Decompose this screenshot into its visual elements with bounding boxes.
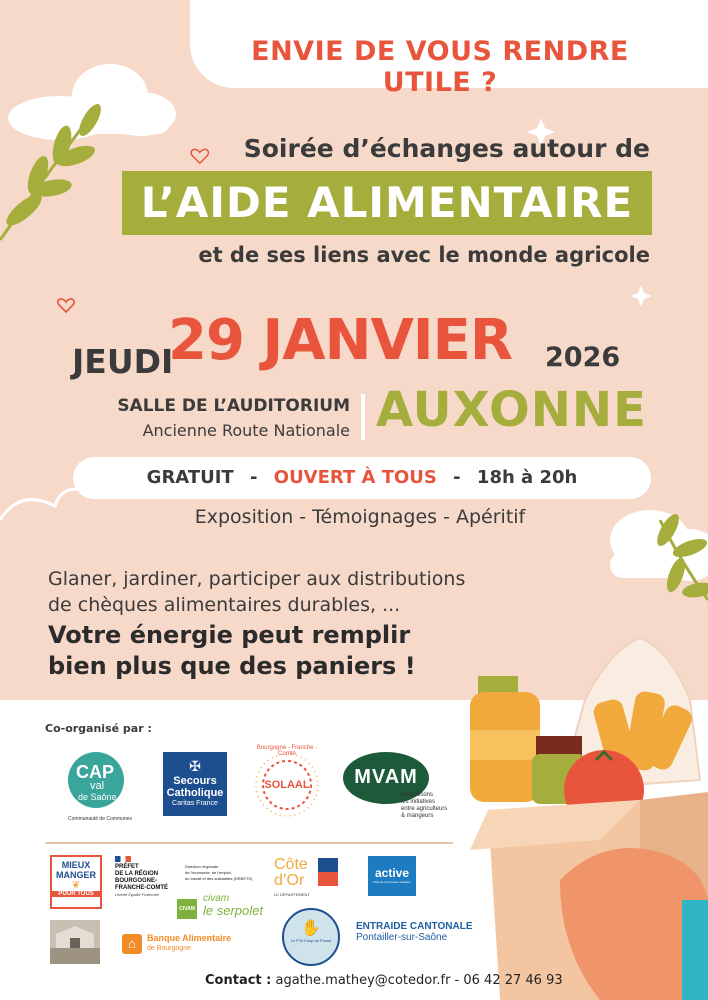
event-day: JEUDI — [72, 342, 174, 381]
dreets-line: Direction régionale — [185, 864, 219, 869]
prefet-line: DE LA RÉGION — [115, 871, 159, 877]
dreets-logo — [185, 864, 257, 882]
info-bar-text — [73, 457, 651, 499]
entraide-cantonale-logo — [356, 921, 486, 943]
prefet-motto: Liberté Égalité Fraternité — [115, 892, 159, 897]
mvam-line: mutualisons — [401, 792, 434, 798]
entraide-line2: Pontailler-sur-Saône — [356, 932, 448, 943]
cotedor-caption: LE DÉPARTEMENT — [274, 892, 310, 897]
mvam-name: MVAM — [354, 766, 418, 788]
separator: - — [453, 467, 461, 488]
price-label: GRATUIT — [146, 467, 234, 488]
capval-c: de Saône — [78, 792, 117, 802]
wheat-icon: ❦ — [71, 880, 81, 891]
active-logo — [368, 856, 416, 896]
active-caption: Pôle de l'économie solidaire — [373, 880, 411, 884]
solaal-ring-text: Bourgogne - Franche - Comté — [256, 745, 318, 757]
body-line: Glaner, jardiner, participer aux distributions — [48, 568, 466, 590]
venue-divider — [361, 394, 365, 440]
mieux-line1: MIEUX — [61, 860, 91, 870]
solaal-name: SOLAAL — [264, 779, 310, 791]
mvam-line: & mangeurs — [401, 813, 434, 819]
coorganizers-label: Co-organisé par : — [45, 722, 152, 735]
event-features: Exposition - Témoignages - Apéritif — [194, 506, 526, 528]
capval-logo — [62, 748, 134, 826]
solaal-logo — [248, 745, 326, 823]
prefet-line: BOURGOGNE- — [115, 878, 157, 884]
dreets-line: de l'économie, de l'emploi, — [185, 870, 232, 875]
mieux-manger-logo — [50, 855, 102, 909]
mvam-line: entre agriculteurs — [401, 806, 448, 812]
banque-line2: de Bourgogne — [147, 945, 191, 952]
separator: - — [250, 467, 258, 488]
mvam-tagline — [401, 792, 447, 820]
prefet-line: FRANCHE-COMTÉ — [115, 885, 168, 891]
pottit-name: Le P'tit Coup de Pouce — [290, 938, 332, 943]
building-icon — [50, 920, 100, 964]
civam-badge: CIVAM — [177, 899, 197, 919]
venue-address: Ancienne Route Nationale — [142, 421, 350, 440]
capval-caption: Communauté de Communes — [68, 816, 132, 822]
cotedor-line1: Côte — [274, 856, 308, 873]
grocery-box-illustration — [470, 638, 708, 1000]
event-city: AUXONNE — [376, 382, 647, 438]
secours-line3: Caritas France — [172, 800, 218, 807]
body-text — [48, 566, 568, 618]
event-date: 29 JANVIER — [168, 308, 513, 373]
body-line: de chèques alimentaires durables, ... — [48, 594, 401, 616]
emphasis-line: bien plus que des paniers ! — [48, 652, 416, 680]
contact-value[interactable]: agathe.mathey@cotedor.fr - 06 42 27 46 93 — [275, 973, 563, 988]
active-name: active — [374, 866, 410, 880]
event-subtitle-bottom: et de ses liens avec le monde agricole — [198, 243, 650, 267]
capval-a: CAP — [76, 762, 115, 782]
event-year: 2026 — [545, 342, 621, 373]
prefet-logo — [115, 856, 177, 906]
banque-line1: Banque Alimentaire — [147, 933, 232, 943]
prefet-line: PRÉFET — [115, 864, 139, 870]
secours-catholique-logo — [163, 752, 227, 816]
cotedor-shield-icon — [318, 858, 338, 886]
contact-line — [205, 973, 563, 988]
capval-b: val — [90, 780, 105, 792]
entraide-line1: ENTRAIDE CANTONALE — [356, 921, 473, 932]
event-subtitle-top: Soirée d’échanges autour de — [243, 134, 650, 163]
mvam-logo — [343, 752, 463, 822]
venue-name: SALLE DE L’AUDITORIUM — [117, 396, 350, 416]
mieux-line3: POUR TOUS — [52, 891, 100, 897]
emphasis-line: Votre énergie peut remplir — [48, 621, 411, 649]
flag-icon — [115, 856, 131, 862]
dreets-line: du travail et des solidarités (DREETS) — [185, 876, 253, 881]
event-title: L’AIDE ALIMENTAIRE — [140, 178, 634, 227]
secours-line2: Catholique — [166, 787, 224, 799]
civam-logo — [177, 893, 272, 923]
building-photo — [50, 920, 100, 964]
mieux-line2: MANGER — [56, 870, 96, 880]
access-label: OUVERT À TOUS — [273, 467, 437, 488]
partners-divider — [45, 842, 453, 844]
cross-icon: ✠ — [189, 758, 201, 774]
headline: ENVIE DE VOUS RENDRE UTILE ? — [251, 36, 629, 98]
contact-label: Contact : — [205, 973, 272, 988]
civam-name: le serpolet — [203, 903, 263, 918]
secours-line1: Secours — [173, 775, 217, 787]
cote-dor-logo — [272, 856, 342, 906]
banque-alimentaire-logo — [122, 932, 252, 958]
body-emphasis — [48, 620, 568, 682]
mvam-line: les initiatives — [401, 799, 436, 805]
time-label: 18h à 20h — [476, 467, 578, 488]
thumb-icon: ✋ — [301, 920, 321, 937]
cotedor-line2: d’Or — [274, 872, 305, 889]
ptit-coup-de-pouce-logo — [282, 908, 340, 966]
civam-script: civam — [203, 893, 230, 904]
basket-icon: ⌂ — [122, 934, 142, 954]
